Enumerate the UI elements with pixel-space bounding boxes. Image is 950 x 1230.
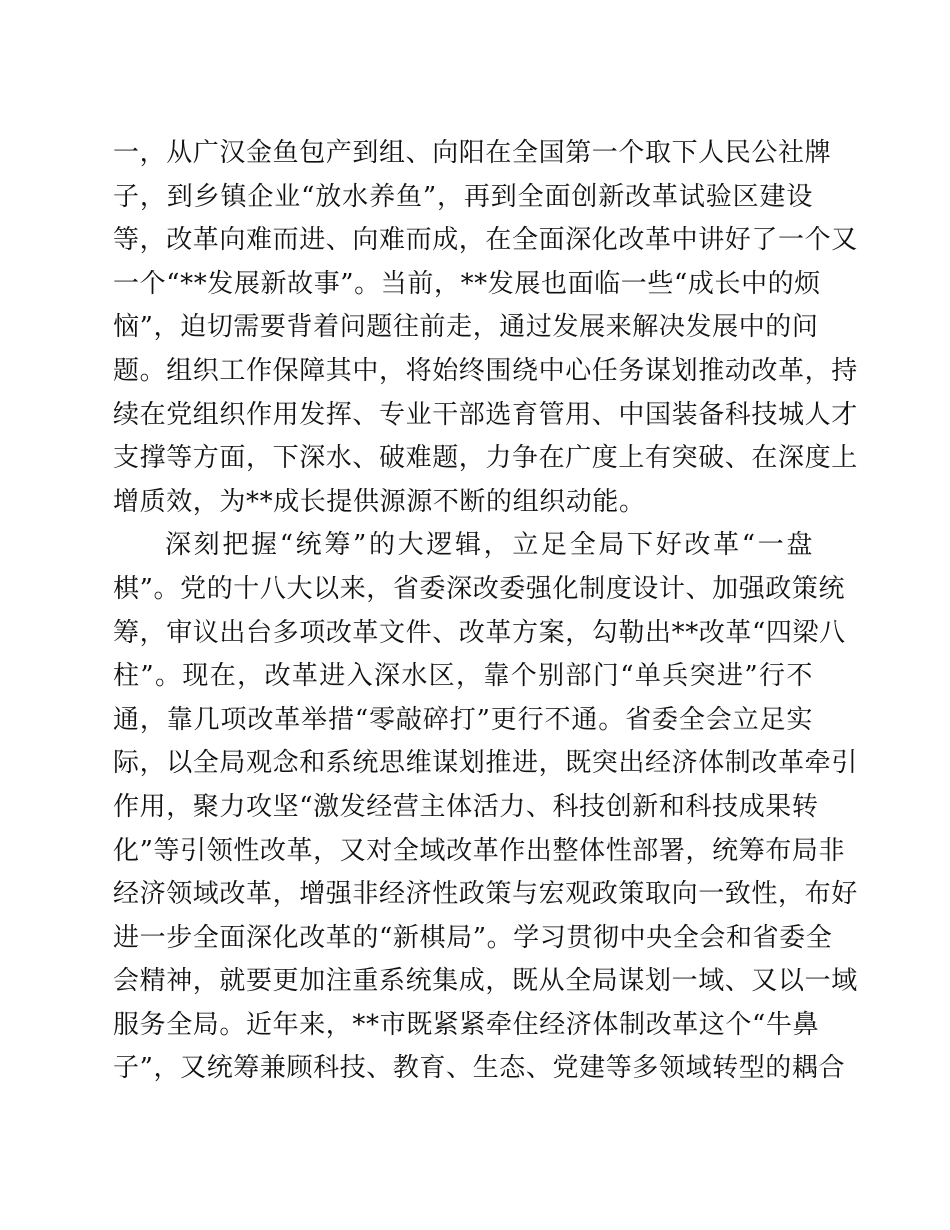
text-line: 支撑等方面，下深水、破难题，力争在广度上有突破、在深度上 [113,443,858,474]
text-line: 通，靠几项改革举措“零敲碎打”更行不通。省委全会立足实 [113,704,813,735]
text-line: 子，到乡镇企业“放水养鱼”，再到全面创新改革试验区建设 [113,181,813,212]
text-line: 经济领域改革，增强非经济性政策与宏观政策取向一致性，布好 [113,879,858,910]
text-line: 深刻把握“统筹”的大逻辑，立足全局下好改革“一盘 [165,530,813,561]
text-line: 化”等引领性改革，又对全域改革作出整体性部署，统筹布局非 [113,835,846,866]
text-line: 柱”。现在，改革进入深水区，靠个别部门“单兵突进”行不 [113,661,813,692]
text-line: 作用，聚力攻坚“激发经营主体活力、科技创新和科技成果转 [113,791,819,822]
text-line: 子”，又统筹兼顾科技、教育、生态、党建等多领域转型的耦合 [113,1053,846,1084]
text-line: 增质效，为**成长提供源源不断的组织动能。 [113,486,646,517]
text-line: 际，以全局观念和系统思维谋划推进，既突出经济体制改革牵引 [113,748,858,779]
text-line: 服务全局。近年来，**市既紧紧牵住经济体制改革这个“牛鼻 [113,1009,820,1040]
text-line: 题。组织工作保障其中，将始终围绕中心任务谋划推动改革，持 [113,355,858,386]
paragraph-1 [113,132,858,524]
text-line: 进一步全面深化改革的“新棋局”。学习贯彻中央全会和省委全 [113,922,833,953]
text-line: 一个“**发展新故事”。当前，**发展也面临一些“成长中的烦 [113,268,821,299]
text-line: 棋”。党的十八大以来，省委深改委强化制度设计、加强政策统 [113,573,846,604]
text-line: 筹，审议出台多项改革文件、改革方案，勾勒出**改革“四梁八 [113,617,846,648]
text-line: 续在党组织作用发挥、专业干部选育管用、中国装备科技城人才 [113,399,858,430]
text-line: 一，从广汉金鱼包产到组、向阳在全国第一个取下人民公社牌 [113,138,832,168]
text-line: 会精神，就要更加注重系统集成，既从全局谋划一域、又以一域 [113,966,858,997]
paragraph-2 [113,524,858,1091]
document-body [113,132,858,1091]
text-line: 恼”，迫切需要背着问题往前走，通过发展来解决发展中的问 [113,312,819,343]
text-line: 等，改革向难而进、向难而成，在全面深化改革中讲好了一个又 [113,225,858,256]
